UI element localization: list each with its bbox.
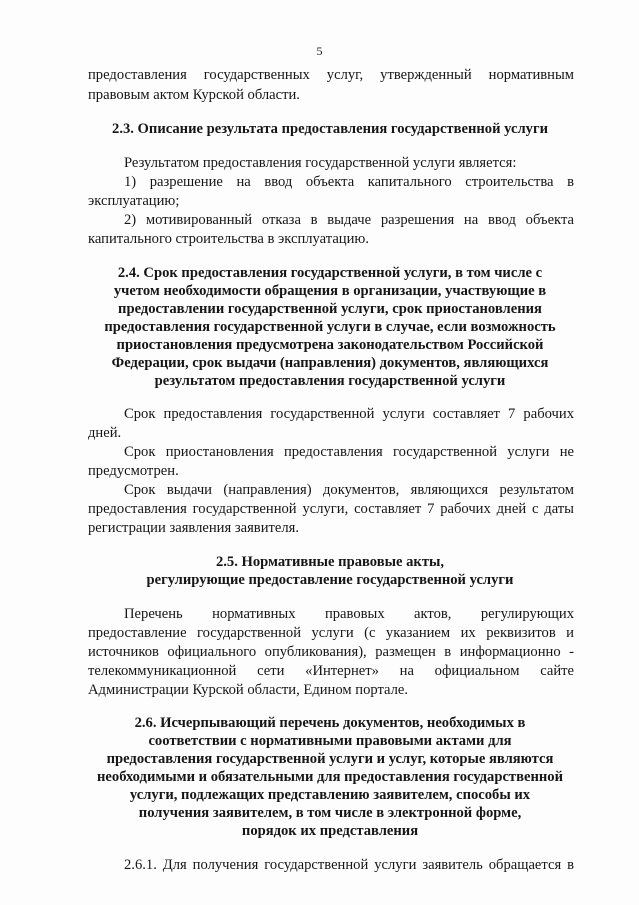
paragraph-line: Срок выдачи (направления) документов, являющихся результатом bbox=[124, 482, 574, 498]
paragraph-line: Перечень нормативных правовых актов, регулирующих bbox=[124, 606, 574, 622]
section-heading-2-3: 2.3. Описание результата предоставления государственной услуги bbox=[112, 121, 548, 137]
section-heading-2-4: результатом предоставления государственной услуги bbox=[154, 373, 506, 389]
section-heading-2-6: услуги, подлежащих представлению заявителем, способы их bbox=[129, 787, 531, 803]
paragraph-line: предоставления государственной услуги, составляет 7 рабочих дней с даты bbox=[88, 501, 574, 517]
paragraph-line: 1) разрешение на ввод объекта капитального строительства в bbox=[124, 174, 574, 190]
section-heading-2-4: предоставлении государственной услуги, срок приостановления bbox=[118, 301, 542, 317]
paragraph-line: Администрации Курской области, Едином портале. bbox=[88, 682, 409, 698]
paragraph-line: 2.6.1. Для получения государственной услуги заявитель обращается в bbox=[124, 857, 574, 873]
section-heading-2-4: 2.4. Срок предоставления государственной услуги, в том числе с bbox=[117, 265, 543, 281]
paragraph-line: Результатом предоставления государственной услуги является: bbox=[124, 155, 517, 171]
paragraph-line: дней. bbox=[88, 425, 122, 441]
paragraph-line: предоставления государственных услуг, утвержденный нормативным bbox=[88, 67, 574, 83]
section-heading-2-5: регулирующие предоставление государственной услуги bbox=[146, 572, 514, 588]
paragraph-line: предоставление государственной услуги (с указанием их реквизитов и bbox=[88, 625, 574, 641]
paragraph-line: 2) мотивированный отказа в выдаче разрешения на ввод объекта bbox=[124, 212, 574, 228]
section-heading-2-6: получения заявителем, в том числе в электронной форме, bbox=[138, 805, 522, 821]
paragraph-line: Срок предоставления государственной услуги составляет 7 рабочих bbox=[124, 406, 574, 422]
section-heading-2-6: предоставления государственной услуги и услуг, которые являются bbox=[106, 751, 554, 767]
section-heading-2-4: учетом необходимости обращения в организации, участвующие в bbox=[113, 283, 547, 299]
section-heading-2-6: соответствии с нормативными правовыми актами для bbox=[148, 733, 512, 749]
paragraph-line: Срок приостановления предоставления государственной услуги не bbox=[124, 444, 574, 460]
paragraph-line: предусмотрен. bbox=[88, 463, 179, 479]
paragraph-line: телекоммуникационной сети «Интернет» на официальном сайте bbox=[88, 663, 574, 679]
section-heading-2-6: необходимыми и обязательными для предоставления государственной bbox=[97, 769, 563, 785]
section-heading-2-4: Федерации, срок выдачи (направления) документов, являющихся bbox=[111, 355, 549, 371]
section-heading-2-6: 2.6. Исчерпывающий перечень документов, необходимых в bbox=[134, 715, 526, 731]
paragraph-line: регистрации заявления заявителя. bbox=[88, 520, 300, 536]
page-number: 5 bbox=[316, 44, 323, 58]
section-heading-2-4: приостановления предусмотрена законодательством Российской bbox=[116, 337, 544, 353]
paragraph-line: эксплуатацию; bbox=[88, 193, 180, 209]
paragraph-line: источников официального опубликования), размещен в информационно - bbox=[88, 644, 574, 660]
paragraph-line: правовым актом Курской области. bbox=[88, 87, 300, 103]
section-heading-2-6: порядок их представления bbox=[241, 823, 419, 839]
section-heading-2-5: 2.5. Нормативные правовые акты, bbox=[215, 554, 445, 570]
paragraph-line: капитального строительства в эксплуатацию. bbox=[88, 231, 369, 247]
section-heading-2-4: предоставления государственной услуги в случае, если возможность bbox=[104, 319, 556, 335]
